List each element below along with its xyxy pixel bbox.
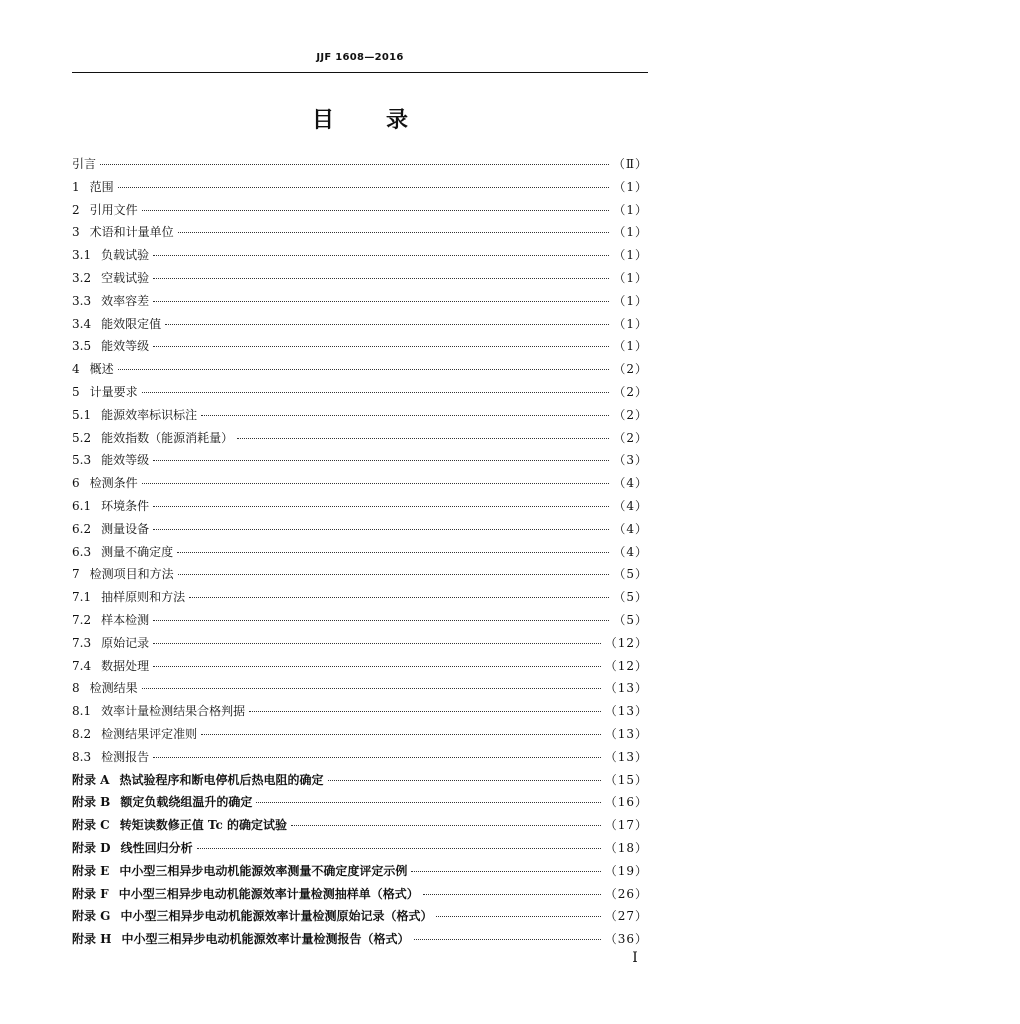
toc-entry-number: 附录 A <box>72 772 110 787</box>
toc-entry[interactable] <box>72 381 648 404</box>
toc-leader-dots <box>201 415 609 416</box>
toc-entry[interactable] <box>72 723 648 746</box>
toc-entry-page: （2） <box>613 407 648 422</box>
toc-entry-page: （5） <box>613 567 648 582</box>
toc-entry[interactable] <box>72 814 648 837</box>
toc-leader-dots <box>197 848 601 849</box>
toc-leader-dots <box>142 483 610 484</box>
toc-leader-dots <box>142 392 610 393</box>
toc-entry-page: （4） <box>613 544 648 559</box>
toc-entry-page: （2） <box>613 430 648 445</box>
toc-entry-label: 负载试验 <box>101 248 150 263</box>
toc-entry-label: 概述 <box>89 362 114 377</box>
toc-entry-label: 检测结果评定准则 <box>101 726 198 741</box>
toc-entry-label: 范围 <box>89 179 114 194</box>
toc-entry-label: 转矩读数修正值 Tc 的确定试验 <box>119 818 287 833</box>
toc-entry-label: 能源效率标识标注 <box>101 407 198 422</box>
toc-entry-page: （4） <box>613 498 648 513</box>
toc-entry[interactable] <box>72 905 648 928</box>
toc-entry-label: 数据处理 <box>101 658 150 673</box>
toc-entry-number: 附录 F <box>72 886 109 901</box>
toc-entry-page: （16） <box>604 795 648 810</box>
toc-entry-page: （4） <box>613 476 648 491</box>
toc-entry[interactable] <box>72 791 648 814</box>
toc-entry-number: 4 <box>72 362 80 377</box>
toc-entry-number: 5.3 <box>72 453 92 468</box>
toc-entry-label: 术语和计量单位 <box>89 225 174 240</box>
toc-entry-label: 原始记录 <box>101 635 150 650</box>
title-char-2: 录 <box>386 108 409 133</box>
toc-entry[interactable] <box>72 358 648 381</box>
toc-leader-dots <box>153 301 609 302</box>
toc-entry-number: 6.1 <box>72 498 92 513</box>
toc-entry-label: 环境条件 <box>101 498 150 513</box>
toc-leader-dots <box>118 187 610 188</box>
toc-entry-label: 中小型三相异步电动机能源效率计量检测原始记录（格式） <box>120 909 433 924</box>
toc-entry-label: 测量设备 <box>101 521 150 536</box>
toc-entry-label: 能效等级 <box>101 453 150 468</box>
toc-entry[interactable] <box>72 267 648 290</box>
toc-entry[interactable] <box>72 632 648 655</box>
toc-entry[interactable] <box>72 427 648 450</box>
toc-entry-number: 6.2 <box>72 521 92 536</box>
toc-leader-dots <box>153 757 601 758</box>
toc-entry-page: （1） <box>613 225 648 240</box>
toc-entry[interactable] <box>72 495 648 518</box>
toc-entry-label: 能效指数（能源消耗量） <box>101 430 234 445</box>
toc-entry-page: （1） <box>613 339 648 354</box>
toc-entry-number: 5 <box>72 384 80 399</box>
toc-entry-number: 3.4 <box>72 316 92 331</box>
toc-leader-dots <box>153 506 609 507</box>
toc-entry-number: 附录 E <box>72 863 110 878</box>
toc-entry[interactable] <box>72 335 648 358</box>
toc-entry-number: 8 <box>72 681 80 696</box>
toc-entry-number: 附录 G <box>72 909 111 924</box>
toc-entry-label: 检测项目和方法 <box>89 567 174 582</box>
toc-entry[interactable] <box>72 837 648 860</box>
toc-entry[interactable] <box>72 472 648 495</box>
toc-entry-label: 检测报告 <box>101 749 150 764</box>
toc-entry-number: 6.3 <box>72 544 92 559</box>
toc-entry-label: 热试验程序和断电停机后热电阻的确定 <box>119 772 324 787</box>
toc-leader-dots <box>423 894 601 895</box>
toc-leader-dots <box>201 734 601 735</box>
toc-entry-label: 线性回归分析 <box>120 840 193 855</box>
toc-entry[interactable] <box>72 449 648 472</box>
toc-leader-dots <box>177 552 609 553</box>
toc-entry-page: （Ⅱ） <box>612 157 648 171</box>
toc-entry-page: （3） <box>613 453 648 468</box>
toc-entry[interactable] <box>72 655 648 678</box>
toc-entry-number: 3 <box>72 225 80 240</box>
toc-entry-page: （5） <box>613 612 648 627</box>
toc-entry[interactable] <box>72 290 648 313</box>
toc-entry-label: 中小型三相异步电动机能源效率计量检测报告（格式） <box>121 932 410 947</box>
title-char-1: 目 <box>311 108 334 133</box>
table-of-contents <box>72 153 648 951</box>
toc-leader-dots <box>436 916 600 917</box>
toc-entry-number: 附录 B <box>72 795 111 810</box>
toc-entry-number: 3.2 <box>72 270 92 285</box>
toc-leader-dots <box>291 825 601 826</box>
toc-entry-number: 附录 H <box>72 932 112 947</box>
toc-entry-label: 效率容差 <box>101 293 150 308</box>
toc-leader-dots <box>142 210 610 211</box>
toc-leader-dots <box>178 232 610 233</box>
toc-entry-label: 检测条件 <box>89 476 138 491</box>
toc-entry[interactable] <box>72 244 648 267</box>
toc-leader-dots <box>328 780 601 781</box>
toc-entry-page: （18） <box>604 840 648 855</box>
toc-entry[interactable] <box>72 176 648 199</box>
toc-entry-label: 能效限定值 <box>101 316 162 331</box>
toc-entry-number: 附录 C <box>72 818 110 833</box>
toc-entry[interactable] <box>72 677 648 700</box>
toc-entry-number: 7.1 <box>72 590 92 605</box>
toc-leader-dots <box>153 278 609 279</box>
toc-leader-dots <box>153 255 609 256</box>
toc-entry-label: 中小型三相异步电动机能源效率测量不确定度评定示例 <box>119 863 408 878</box>
toc-entry-number: 3.5 <box>72 339 92 354</box>
toc-entry-page: （12） <box>604 658 648 673</box>
toc-entry-label: 引用文件 <box>89 202 138 217</box>
toc-entry-page: （4） <box>613 521 648 536</box>
toc-entry-number: 5.1 <box>72 407 92 422</box>
toc-entry-number: 8.3 <box>72 749 92 764</box>
toc-entry-number: 1 <box>72 179 80 194</box>
toc-entry-label: 抽样原则和方法 <box>101 590 186 605</box>
toc-entry-label: 测量不确定度 <box>101 544 174 559</box>
toc-entry-number: 6 <box>72 476 80 491</box>
toc-leader-dots <box>118 369 610 370</box>
toc-leader-dots <box>249 711 601 712</box>
toc-entry[interactable] <box>72 404 648 427</box>
toc-entry-number: 3.1 <box>72 248 92 263</box>
toc-entry-page: （27） <box>604 909 648 924</box>
toc-entry[interactable] <box>72 700 648 723</box>
toc-entry-page: （19） <box>604 863 648 878</box>
toc-entry-page: （5） <box>613 590 648 605</box>
toc-leader-dots <box>411 871 600 872</box>
toc-entry-number: 8.1 <box>72 704 92 719</box>
toc-leader-dots <box>237 438 609 439</box>
toc-entry-page: （12） <box>604 635 648 650</box>
toc-entry-page: （17） <box>604 818 648 833</box>
toc-entry-page: （1） <box>613 293 648 308</box>
toc-entry-number: 7.4 <box>72 658 92 673</box>
toc-entry-page: （1） <box>613 248 648 263</box>
toc-leader-dots <box>414 939 601 940</box>
toc-entry-number: 7.2 <box>72 612 92 627</box>
toc-leader-dots <box>100 164 609 165</box>
toc-entry-number: 7.3 <box>72 635 92 650</box>
toc-entry-label: 检测结果 <box>89 681 138 696</box>
toc-entry-page: （26） <box>604 886 648 901</box>
toc-entry-number: 7 <box>72 567 80 582</box>
toc-leader-dots <box>153 620 609 621</box>
toc-entry[interactable] <box>72 313 648 336</box>
toc-entry-page: （13） <box>604 726 648 741</box>
toc-leader-dots <box>256 802 600 803</box>
toc-entry[interactable] <box>72 541 648 564</box>
toc-entry[interactable] <box>72 221 648 244</box>
toc-entry[interactable] <box>72 586 648 609</box>
toc-entry-number: 2 <box>72 202 80 217</box>
toc-entry-page: （36） <box>604 932 648 947</box>
toc-entry-page: （1） <box>613 270 648 285</box>
toc-leader-dots <box>153 529 609 530</box>
toc-entry-page: （13） <box>604 749 648 764</box>
toc-entry[interactable] <box>72 883 648 906</box>
toc-entry-page: （2） <box>613 384 648 399</box>
toc-entry-page: （1） <box>613 316 648 331</box>
toc-leader-dots <box>189 597 609 598</box>
toc-entry-page: （13） <box>604 681 648 696</box>
page-folio: Ⅰ <box>632 950 638 966</box>
toc-leader-dots <box>153 643 601 644</box>
toc-entry-label: 空载试验 <box>101 270 150 285</box>
toc-leader-dots <box>165 324 609 325</box>
page-title <box>72 103 648 134</box>
toc-entry[interactable] <box>72 769 648 792</box>
toc-entry-label: 样本检测 <box>101 612 150 627</box>
toc-entry-label: 效率计量检测结果合格判据 <box>101 704 246 719</box>
toc-entry-label: 额定负载绕组温升的确定 <box>120 795 253 810</box>
toc-entry-page: （13） <box>604 704 648 719</box>
toc-entry-number: 附录 D <box>72 840 111 855</box>
toc-entry[interactable] <box>72 860 648 883</box>
toc-entry[interactable] <box>72 199 648 222</box>
toc-entry-page: （1） <box>613 202 648 217</box>
toc-entry[interactable] <box>72 928 648 951</box>
toc-leader-dots <box>153 346 609 347</box>
toc-leader-dots <box>153 460 609 461</box>
toc-entry-page: （15） <box>604 772 648 787</box>
toc-entry[interactable] <box>72 609 648 632</box>
toc-entry-label: 能效等级 <box>101 339 150 354</box>
toc-entry[interactable] <box>72 518 648 541</box>
toc-entry-number: 5.2 <box>72 430 92 445</box>
toc-entry[interactable] <box>72 563 648 586</box>
toc-entry[interactable] <box>72 746 648 769</box>
toc-leader-dots <box>178 574 610 575</box>
toc-entry-page: （1） <box>613 179 648 194</box>
toc-entry-label: 中小型三相异步电动机能源效率计量检测抽样单（格式） <box>118 886 419 901</box>
toc-entry-number: 引言 <box>72 157 97 171</box>
document-code-header: JJF 1608—2016 <box>316 52 404 63</box>
toc-entry-number: 8.2 <box>72 726 92 741</box>
toc-entry[interactable] <box>72 153 648 176</box>
header-rule <box>72 72 648 73</box>
toc-leader-dots <box>153 666 601 667</box>
toc-entry-page: （2） <box>613 362 648 377</box>
toc-entry-number: 3.3 <box>72 293 92 308</box>
toc-leader-dots <box>142 688 601 689</box>
toc-entry-label: 计量要求 <box>89 384 138 399</box>
